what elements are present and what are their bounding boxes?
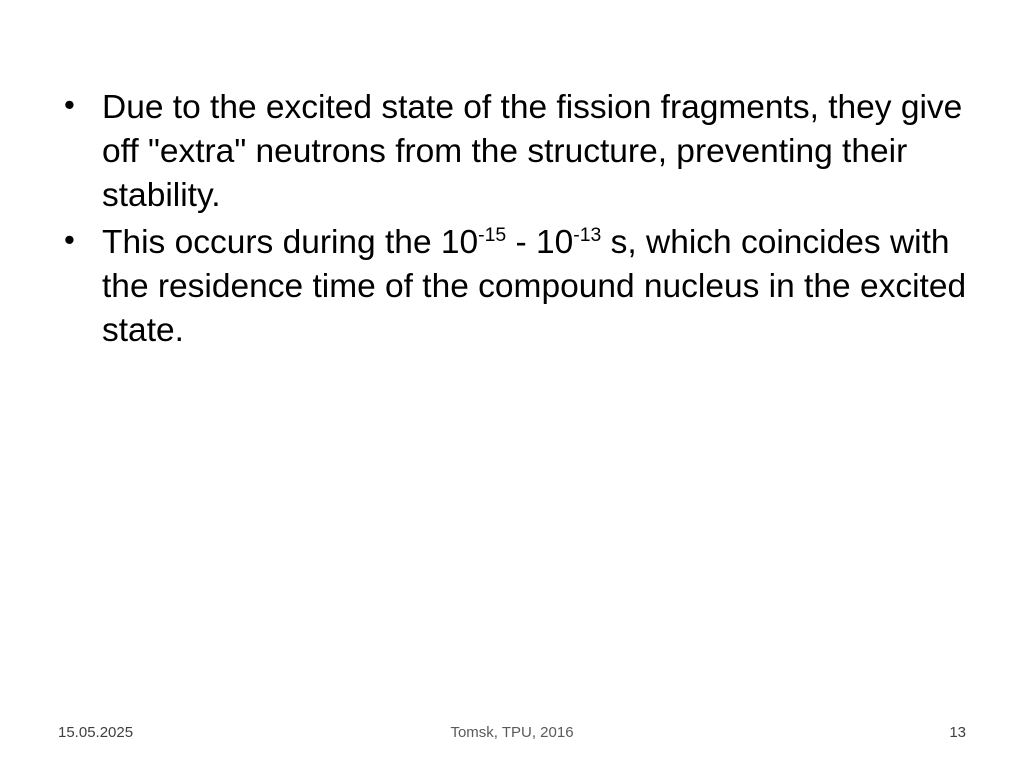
footer-page-number: 13 <box>949 724 966 741</box>
bullet-text-segment: s, which coincides with the residence time of the compound nucleus in the excited state. <box>102 223 967 350</box>
exponent-superscript: -13 <box>573 223 602 246</box>
bullet-text-segment: Due to the excited state of the fission fragments, they give off "extra" neutrons from the structure, preventing their stability. <box>102 89 963 215</box>
list-item <box>56 86 976 219</box>
footer-date: 15.05.2025 <box>58 724 134 741</box>
slide-content <box>56 86 976 355</box>
bullet-text-segment: This occurs during the 10 <box>102 223 479 261</box>
bullet-text-segment: - 10 <box>506 223 574 261</box>
bullet-list <box>56 86 976 353</box>
footer-center-text: Tomsk, TPU, 2016 <box>450 724 574 741</box>
list-item <box>56 221 976 354</box>
slide-footer <box>0 708 1024 768</box>
exponent-superscript: -15 <box>478 223 507 246</box>
